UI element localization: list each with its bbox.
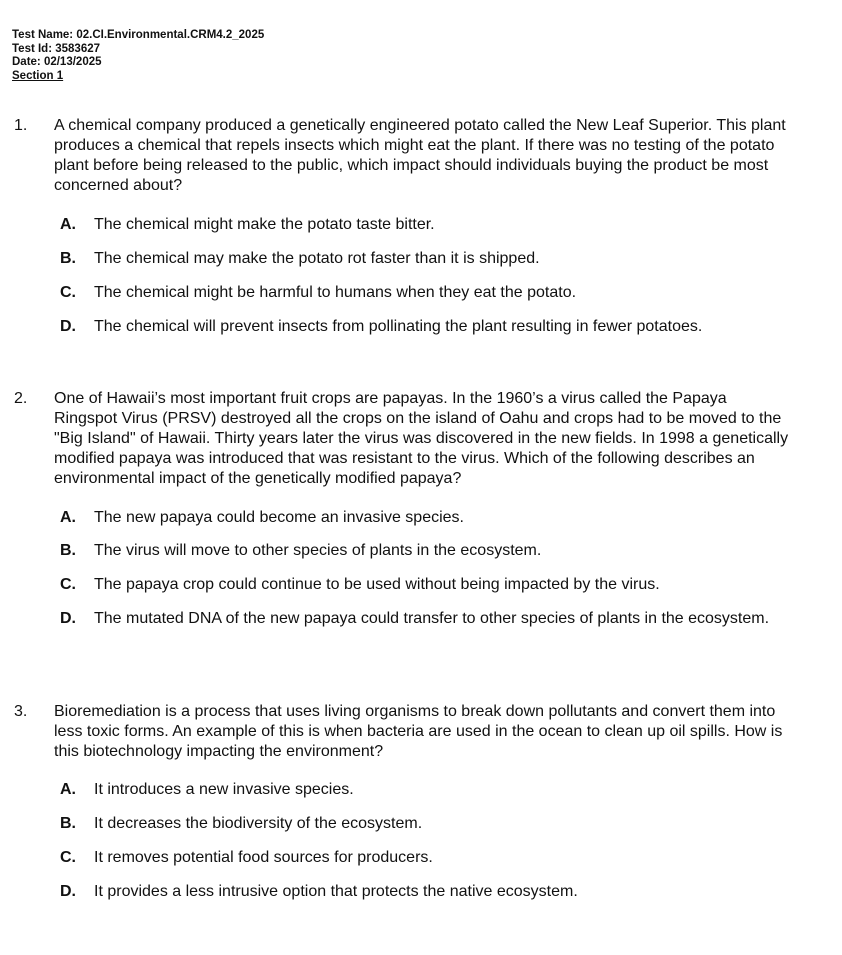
question-number: 1. <box>14 117 28 134</box>
choice-letter: D. <box>60 883 76 900</box>
choice-text: The chemical will prevent insects from pollinating the plant resulting in fewer potatoes. <box>94 318 703 335</box>
choice-letter: B. <box>60 815 76 832</box>
choice-text: The new papaya could become an invasive species. <box>94 509 464 526</box>
choice-letter: A. <box>60 781 76 798</box>
choice-text: The chemical might make the potato taste bitter. <box>94 216 435 233</box>
choice-letter: B. <box>60 250 76 267</box>
test-id: Test Id: 3583627 <box>12 42 101 55</box>
question-number: 2. <box>14 390 28 407</box>
choice-letter: C. <box>60 284 76 301</box>
choice-letter: B. <box>60 542 76 559</box>
choice-letter: C. <box>60 849 76 866</box>
choice-text: The chemical may make the potato rot faster than it is shipped. <box>94 250 540 267</box>
choice-text: The papaya crop could continue to be used without being impacted by the virus. <box>94 576 660 593</box>
test-header <box>12 29 264 83</box>
choice-text: It introduces a new invasive species. <box>94 781 354 798</box>
choice-letter: A. <box>60 216 76 233</box>
section-label: Section 1 <box>12 69 64 82</box>
choice-letter: A. <box>60 509 76 526</box>
choice-letter: D. <box>60 318 76 335</box>
test-date: Date: 02/13/2025 <box>12 56 102 68</box>
choice-letter: D. <box>60 610 76 627</box>
choice-text: The chemical might be harmful to humans when they eat the potato. <box>94 284 577 301</box>
choice-text: The mutated DNA of the new papaya could transfer to other species of plants in the ecosystem. <box>94 610 770 627</box>
choice-text: The virus will move to other species of plants in the ecosystem. <box>94 542 542 559</box>
question-text: One of Hawaii’s most important fruit crops are papayas. In the 1960’s a virus called the Papaya Ringspot Virus (PRSV) destroyed all the crops on the island of Oahu and crops had to be moved to the "Big Island" of Hawaii. Thirty years later the virus was discovered in the new fields. In 1998 a genetically modified papaya was introduced that was resistant to the virus. Which of the following describes an environmental impact of the genetically modified papaya? <box>54 390 789 487</box>
question-number: 3. <box>14 703 28 720</box>
choice-text: It provides a less intrusive option that protects the native ecosystem. <box>94 883 578 900</box>
question-text: Bioremediation is a process that uses living organisms to break down pollutants and convert them into less toxic forms. An example of this is when bacteria are used in the ocean to clean up oil spills. How is this biotechnology impacting the environment? <box>54 703 783 760</box>
test-name: Test Name: 02.CI.Environmental.CRM4.2_2025 <box>12 29 265 41</box>
choice-text: It decreases the biodiversity of the ecosystem. <box>94 815 423 832</box>
choice-letter: C. <box>60 576 76 593</box>
choice-text: It removes potential food sources for producers. <box>94 849 433 866</box>
question-text: A chemical company produced a genetically engineered potato called the New Leaf Superior. This plant produces a chemical that repels insects which might eat the plant. If there was no testing of the potato plant before being released to the public, which impact should individuals buying the product be most concerned about? <box>54 117 786 194</box>
